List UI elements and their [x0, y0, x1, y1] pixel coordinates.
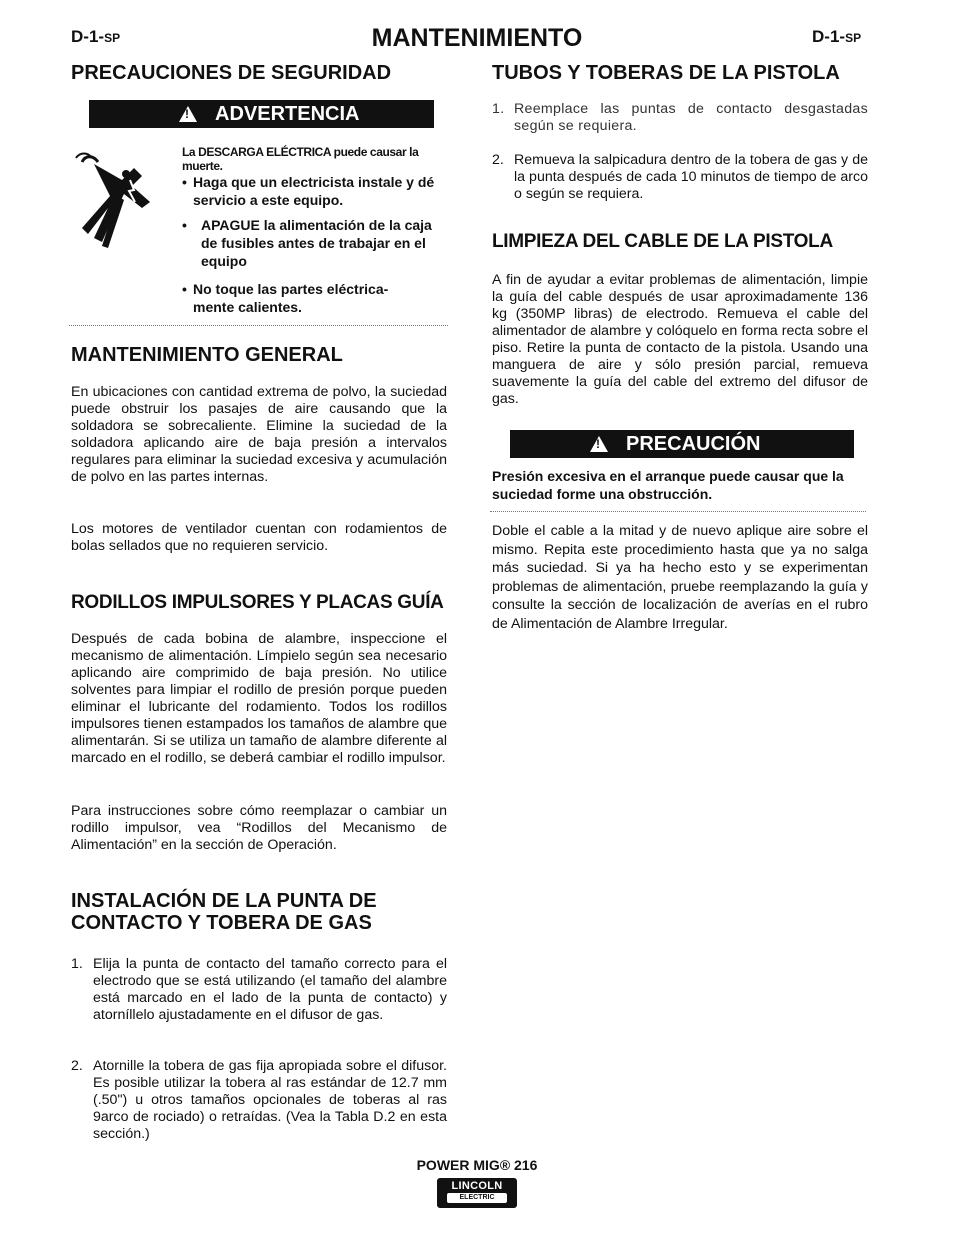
general-maintenance-heading: MANTENIMIENTO GENERAL [71, 344, 343, 366]
lincoln-electric-logo: LINCOLN ELECTRIC [437, 1178, 517, 1208]
tubes-heading: TUBOS Y TOBERAS DE LA PISTOLA [492, 62, 840, 84]
shock-item-2: • APAGUE la alimentación de la caja de fusibles antes de trabajar en el equipo [182, 217, 432, 269]
product-name: POWER MIG® 216 [416, 1157, 538, 1173]
electric-shock-icon [72, 150, 177, 250]
tubes-item-1: 1. Reemplace las puntas de contacto desgastadas según se requiera. [492, 101, 868, 134]
safety-heading: PRECAUCIONES DE SEGURIDAD [71, 62, 392, 84]
rollers-paragraph-1: Después de cada bobina de alambre, inspeccione el mecanismo de alimentación. Límpielo según sea necesario aplicando aire comprimido de baja presión. No utilice solventes para limpiar el rodillo de presión porque pueden eliminar el lubricante del rodamiento. Todos los rodillos impulsores tienen estampados los tamaños de alambre que alimentarán. Si se utiliza un tamaño de alambre diferente al marcado en el rodillo, se deberá cambiar el rodillo impulsor. [71, 631, 447, 766]
page-number-right: D-1-SP [812, 27, 862, 46]
general-maintenance-paragraph-2: Los motores de ventilador cuentan con rodamientos de bolas sellados que no requieren servicio. [71, 521, 447, 554]
caution-banner [510, 430, 854, 458]
shock-item-3: • No toque las partes eléctrica- mente calientes. [182, 281, 389, 315]
caution-divider [490, 511, 866, 512]
install-item-1: 1. Elija la punta de contacto del tamaño correcto para el electrodo que se está utilizando (el tamaño del alambre está marcado en el lado de la punta de contacto) y atorníllelo ajustadamente en el difusor de gas. [71, 956, 447, 1023]
caution-icon [590, 436, 608, 452]
shock-warning-title: La DESCARGA ELÉCTRICA puede causar la muerte. [182, 145, 419, 173]
rollers-paragraph-2: Para instrucciones sobre cómo reemplazar o cambiar un rodillo impulsor, vea “Rodillos del Mecanismo de Alimentación” en la sección de Operación. [71, 803, 447, 853]
shock-item-1: • Haga que un electricista instale y dé servicio a este equipo. [182, 174, 435, 208]
warning-label: ADVERTENCIA [215, 103, 360, 125]
caution-text: Presión excesiva en el arranque puede causar que la suciedad forme una obstrucción. [492, 468, 844, 502]
cable-cleaning-heading: LIMPIEZA DEL CABLE DE LA PISTOLA [492, 231, 833, 252]
warning-icon [179, 106, 197, 122]
install-item-2: 2. Atornille la tobera de gas fija apropiada sobre el difusor. Es posible utilizar la tobera al ras estándar de 12.7 mm (.50") u otros tamaños opcionales de toberas al ras 9arco de rociado) o retraídas. (Vea la Tabla D.2 en esta sección.) [71, 1058, 447, 1142]
install-heading: INSTALACIÓN DE LA PUNTA DE CONTACTO Y TOBERA DE GAS [71, 890, 377, 934]
general-maintenance-paragraph-1: En ubicaciones con cantidad extrema de polvo, la suciedad puede obstruir los pasajes de aire causando que la soldadora se sobrecaliente. Elimine la suciedad de la soldadora aplicando aire de baja presión a intervalos regulares para eliminar la suciedad excesiva y acumulación de polvo en las partes internas. [71, 384, 447, 485]
rollers-heading: RODILLOS IMPULSORES Y PLACAS GUÍA [71, 592, 444, 613]
warning-banner [89, 100, 434, 128]
tubes-item-2: 2. Remueva la salpicadura dentro de la tobera de gas y de la punta después de cada 10 minutos de tiempo de arco o según se requiera. [492, 152, 868, 202]
page-number-left: D-1-SP [71, 27, 121, 46]
caution-label: PRECAUCIÓN [626, 433, 761, 455]
cable-cleaning-paragraph-1: A fin de ayudar a evitar problemas de alimentación, limpie la guía del cable después de usar aproximadamente 136 kg (350MP libras) de electrodo. Remueva el cable del alimentador de alambre y colóquelo en forma recta sobre el piso. Retire la punta de contacto de la pistola. Usando una manguera de aire y sólo presión parcial, remueva suavemente la guía del cable del extremo del difusor de gas. [492, 272, 868, 407]
divider [69, 325, 448, 326]
page-title: MANTENIMIENTO [371, 24, 583, 52]
cable-cleaning-paragraph-2: Doble el cable a la mitad y de nuevo aplique aire sobre el mismo. Repita este procedimiento hasta que ya no salga más suciedad. Si ya ha hecho esto y se experimentan problemas de alimentación, pruebe reemplazando la guía y consulte la sección de localización de averías en el rubro de Alimentación de Alambre Irregular. [492, 523, 868, 632]
